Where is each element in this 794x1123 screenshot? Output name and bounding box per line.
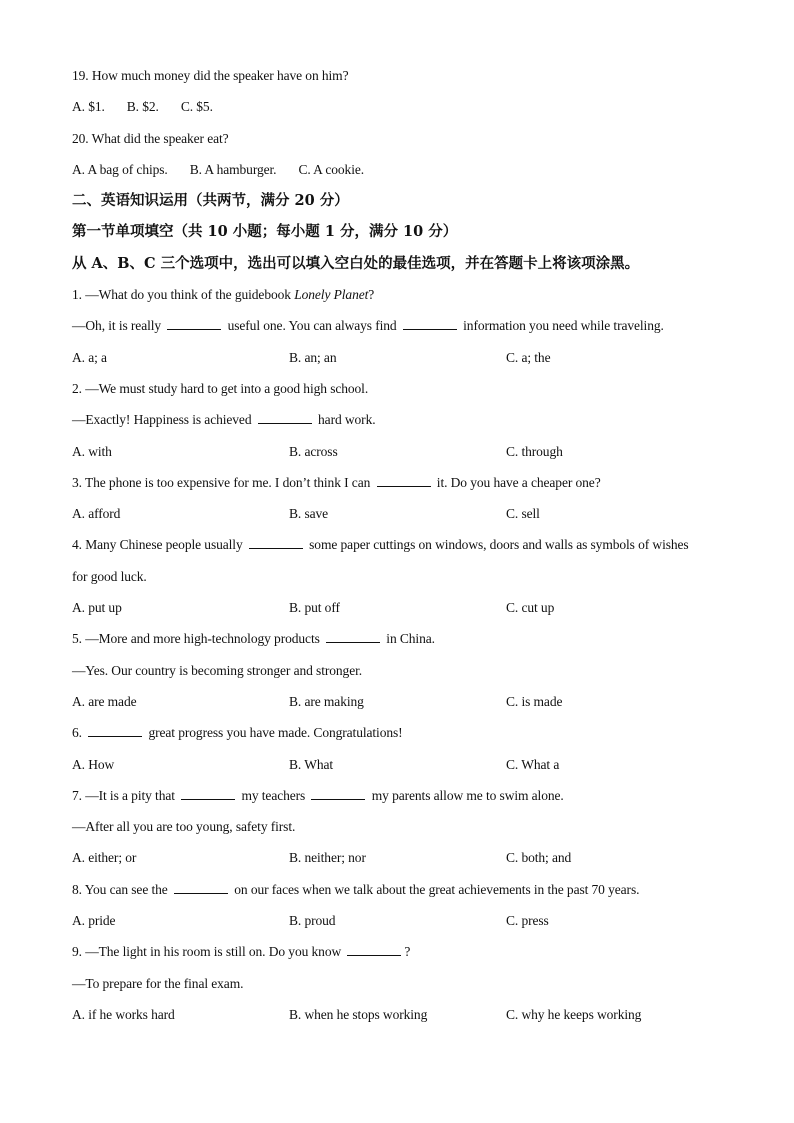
q2-option-b[interactable]: B. across — [289, 443, 338, 459]
part-title: 第一节单项填空（共 10 小题；每小题 1 分，满分 10 分） — [72, 223, 458, 241]
q3-line-1: 3. The phone is too expensive for me. I don’t think I can it. Do you have a cheaper one? — [72, 474, 601, 490]
q6-line-1: 6. great progress you have made. Congratulations! — [72, 725, 403, 741]
book-title: Lonely Planet — [294, 287, 369, 303]
q3-option-b[interactable]: B. save — [289, 506, 329, 522]
blank — [258, 412, 312, 424]
q6-options — [72, 749, 732, 780]
blank — [167, 318, 221, 330]
q5-option-c[interactable]: C. is made — [506, 693, 563, 709]
q8-options — [72, 905, 732, 936]
q4-option-c[interactable]: C. cut up — [506, 600, 555, 616]
q7-option-c[interactable]: C. both; and — [506, 850, 572, 866]
q1-line-1: 1. —What do you think of the guidebook Lonely Planet? — [72, 287, 375, 303]
q5-options — [72, 686, 732, 717]
q5-line-2: —Yes. Our country is becoming stronger and stronger. — [72, 662, 363, 678]
q5-line-1: 5. —More and more high-technology products in China. — [72, 631, 435, 647]
q2-options — [72, 436, 732, 467]
q7-line-2: —After all you are too young, safety first. — [72, 819, 296, 835]
q4-option-b[interactable]: B. put off — [289, 600, 340, 616]
q3-options — [72, 498, 732, 529]
q20-options — [72, 154, 732, 185]
q9-options — [72, 999, 732, 1030]
q1-options — [72, 342, 732, 373]
instructions: 从 A、B、C 三个选项中，选出可以填入空白处的最佳选项，并在答题卡上将该项涂黑。 — [72, 254, 640, 272]
q9-option-b[interactable]: B. when he stops working — [289, 1006, 428, 1022]
blank — [181, 788, 235, 800]
q8-line-1: 8. You can see the on our faces when we talk about the great achievements in the past 70 years. — [72, 881, 640, 897]
q5-option-a[interactable]: A. are made — [72, 693, 137, 709]
q2-option-a[interactable]: A. with — [72, 443, 112, 459]
q20-stem: 20. What did the speaker eat? — [72, 130, 229, 146]
q4-option-a[interactable]: A. put up — [72, 600, 122, 616]
blank — [311, 788, 365, 800]
q20-option-a[interactable]: A. A bag of chips. — [72, 161, 168, 177]
q1-line-2: —Oh, it is really useful one. You can always find information you need while traveling. — [72, 318, 664, 334]
blank — [377, 475, 431, 487]
blank — [174, 882, 228, 894]
q5-option-b[interactable]: B. are making — [289, 693, 364, 709]
q19-stem: 19. How much money did the speaker have on him? — [72, 68, 349, 83]
q9-option-a[interactable]: A. if he works hard — [72, 1006, 175, 1022]
q1-option-c[interactable]: C. a; the — [506, 349, 551, 365]
q6-option-c[interactable]: C. What a — [506, 756, 560, 772]
section-title: 二、英语知识运用（共两节，满分 20 分） — [72, 192, 349, 210]
blank — [249, 537, 303, 549]
q4-line-1: 4. Many Chinese people usually some paper cuttings on windows, doors and walls as symbols of wishes — [72, 537, 689, 553]
q19-option-a[interactable]: A. $1. — [72, 99, 105, 115]
q7-option-b[interactable]: B. neither; nor — [289, 850, 366, 866]
q8-option-a[interactable]: A. pride — [72, 913, 116, 929]
q19-options — [72, 91, 732, 122]
q19-option-c[interactable]: C. $5. — [180, 99, 213, 115]
q9-line-1: 9. —The light in his room is still on. Do you know ? — [72, 944, 411, 960]
q3-option-a[interactable]: A. afford — [72, 506, 121, 522]
q8-option-c[interactable]: C. press — [506, 913, 549, 929]
q7-line-1: 7. —It is a pity that my teachers my parents allow me to swim alone. — [72, 787, 564, 803]
q9-option-c[interactable]: C. why he keeps working — [506, 1006, 642, 1022]
q6-option-a[interactable]: A. How — [72, 756, 115, 772]
q20-option-c[interactable]: C. A cookie. — [298, 161, 365, 177]
blank — [88, 725, 142, 737]
q20-option-b[interactable]: B. A hamburger. — [189, 161, 277, 177]
q4-options — [72, 592, 732, 623]
q2-line-2: —Exactly! Happiness is achieved hard work. — [72, 412, 376, 428]
q4-line-2: for good luck. — [72, 568, 147, 584]
q8-option-b[interactable]: B. proud — [289, 913, 336, 929]
q19-option-b[interactable]: B. $2. — [126, 99, 159, 115]
blank — [403, 318, 457, 330]
exam-page — [72, 60, 732, 1030]
q2-option-c[interactable]: C. through — [506, 443, 563, 459]
q7-option-a[interactable]: A. either; or — [72, 850, 137, 866]
blank — [326, 631, 380, 643]
blank — [347, 944, 401, 956]
q7-options — [72, 842, 732, 873]
q9-line-2: —To prepare for the final exam. — [72, 975, 244, 991]
q6-option-b[interactable]: B. What — [289, 756, 334, 772]
q1-option-a[interactable]: A. a; a — [72, 349, 107, 365]
q3-option-c[interactable]: C. sell — [506, 506, 540, 522]
q2-line-1: 2. —We must study hard to get into a good high school. — [72, 380, 369, 396]
q1-option-b[interactable]: B. an; an — [289, 349, 337, 365]
